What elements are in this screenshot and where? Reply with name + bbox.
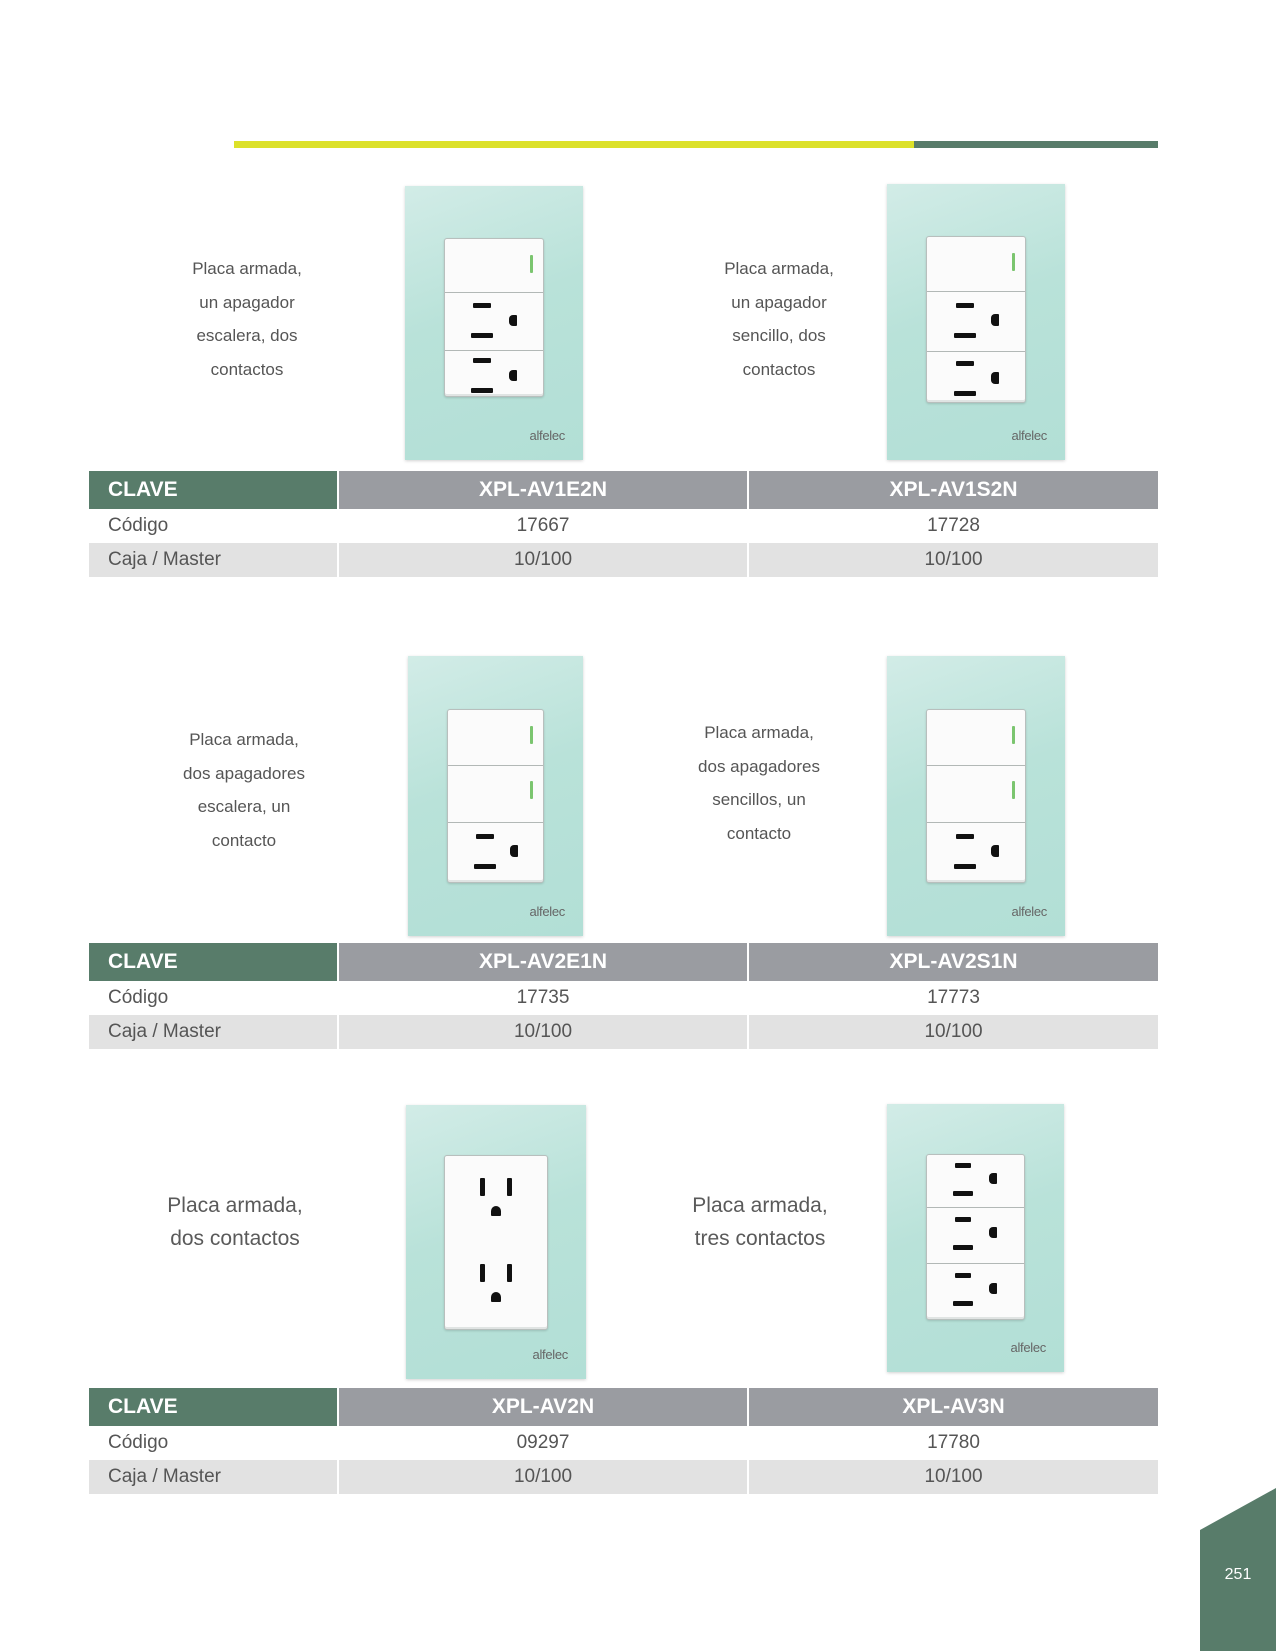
codigo-label: Código <box>89 509 338 543</box>
brand-logo: alfelec <box>529 904 565 919</box>
socket-slot-icon <box>956 303 974 308</box>
product-codigo: 17667 <box>338 509 748 543</box>
product-codigo: 17780 <box>748 1426 1158 1460</box>
product-description: Placa armada, dos contactos <box>167 1194 303 1250</box>
brand-logo: alfelec <box>1010 1340 1046 1355</box>
brand-logo: alfelec <box>529 428 565 443</box>
clave-label: CLAVE <box>89 1388 338 1426</box>
socket-slot-icon <box>476 834 494 839</box>
product-clave: XPL-AV2S1N <box>748 943 1158 981</box>
product-description: Placa armada, un apagador escalera, dos contactos <box>192 259 302 379</box>
codigo-label: Código <box>89 1426 338 1460</box>
socket-slot-icon <box>954 391 976 396</box>
product-caja: 10/100 <box>748 1460 1158 1494</box>
switch-led-icon <box>530 726 533 744</box>
product-codigo: 09297 <box>338 1426 748 1460</box>
plate-module <box>447 709 544 883</box>
switch-led-icon <box>530 781 533 799</box>
plate-module <box>926 1154 1025 1320</box>
socket-slot-icon <box>474 864 496 869</box>
socket-ground-icon <box>510 845 518 857</box>
brand-logo: alfelec <box>1011 428 1047 443</box>
codigo-label: Código <box>89 981 338 1015</box>
product-description: Placa armada, un apagador sencillo, dos contactos <box>724 259 834 379</box>
socket-slot-icon <box>507 1264 512 1282</box>
socket-ground-icon <box>989 1173 997 1184</box>
socket-ground-icon <box>491 1292 501 1302</box>
socket-slot-icon <box>471 388 493 393</box>
plate-module <box>444 1155 548 1330</box>
product-image-plate <box>405 186 583 460</box>
caja-label: Caja / Master <box>89 1460 338 1494</box>
switch-led-icon <box>1012 726 1015 744</box>
brand-logo: alfelec <box>532 1347 568 1362</box>
switch-led-icon <box>530 255 533 273</box>
product-description: Placa armada, dos apagadores sencillos, un contacto <box>698 723 820 843</box>
product-caja: 10/100 <box>748 543 1158 577</box>
product-caja: 10/100 <box>338 1460 748 1494</box>
socket-slot-icon <box>473 303 491 308</box>
product-image-plate <box>406 1105 586 1379</box>
socket-slot-icon <box>955 1217 971 1222</box>
socket-ground-icon <box>989 1283 997 1294</box>
socket-slot-icon <box>480 1264 485 1282</box>
product-caja: 10/100 <box>338 1015 748 1049</box>
product-image-plate <box>408 656 583 936</box>
plate-module <box>926 709 1026 883</box>
socket-slot-icon <box>953 1245 973 1250</box>
accent-bar-green <box>914 141 1158 148</box>
clave-label: CLAVE <box>89 943 338 981</box>
spec-table <box>89 943 1158 1049</box>
socket-ground-icon <box>991 372 999 384</box>
caja-label: Caja / Master <box>89 1015 338 1049</box>
socket-ground-icon <box>509 315 517 326</box>
socket-slot-icon <box>953 1191 973 1196</box>
socket-slot-icon <box>953 1301 973 1306</box>
page-number: 251 <box>1224 1566 1252 1583</box>
product-image-plate <box>887 184 1065 460</box>
product-image-plate <box>887 1104 1064 1372</box>
product-clave: XPL-AV2E1N <box>338 943 748 981</box>
socket-ground-icon <box>991 845 999 857</box>
socket-slot-icon <box>480 1178 485 1196</box>
socket-slot-icon <box>954 864 976 869</box>
switch-led-icon <box>1012 781 1015 799</box>
product-caja: 10/100 <box>338 543 748 577</box>
socket-slot-icon <box>507 1178 512 1196</box>
socket-slot-icon <box>954 333 976 338</box>
product-clave: XPL-AV1E2N <box>338 471 748 509</box>
socket-ground-icon <box>491 1206 501 1216</box>
product-image-plate <box>887 656 1065 936</box>
socket-slot-icon <box>955 1273 971 1278</box>
socket-ground-icon <box>509 370 517 381</box>
spec-table <box>89 471 1158 577</box>
product-description: Placa armada, tres contactos <box>692 1194 828 1250</box>
product-caja: 10/100 <box>748 1015 1158 1049</box>
socket-ground-icon <box>991 314 999 326</box>
product-codigo: 17735 <box>338 981 748 1015</box>
product-clave: XPL-AV3N <box>748 1388 1158 1426</box>
accent-bar-yellow <box>234 141 914 148</box>
socket-slot-icon <box>955 1163 971 1168</box>
brand-logo: alfelec <box>1011 904 1047 919</box>
product-clave: XPL-AV1S2N <box>748 471 1158 509</box>
caja-label: Caja / Master <box>89 543 338 577</box>
socket-ground-icon <box>989 1227 997 1238</box>
plate-module <box>444 238 544 397</box>
product-clave: XPL-AV2N <box>338 1388 748 1426</box>
socket-slot-icon <box>471 333 493 338</box>
switch-led-icon <box>1012 253 1015 271</box>
spec-table <box>89 1388 1158 1494</box>
plate-module <box>926 236 1026 403</box>
socket-slot-icon <box>956 361 974 366</box>
clave-label: CLAVE <box>89 471 338 509</box>
product-description: Placa armada, dos apagadores escalera, un contacto <box>183 730 305 850</box>
product-codigo: 17728 <box>748 509 1158 543</box>
product-codigo: 17773 <box>748 981 1158 1015</box>
socket-slot-icon <box>956 834 974 839</box>
socket-slot-icon <box>473 358 491 363</box>
